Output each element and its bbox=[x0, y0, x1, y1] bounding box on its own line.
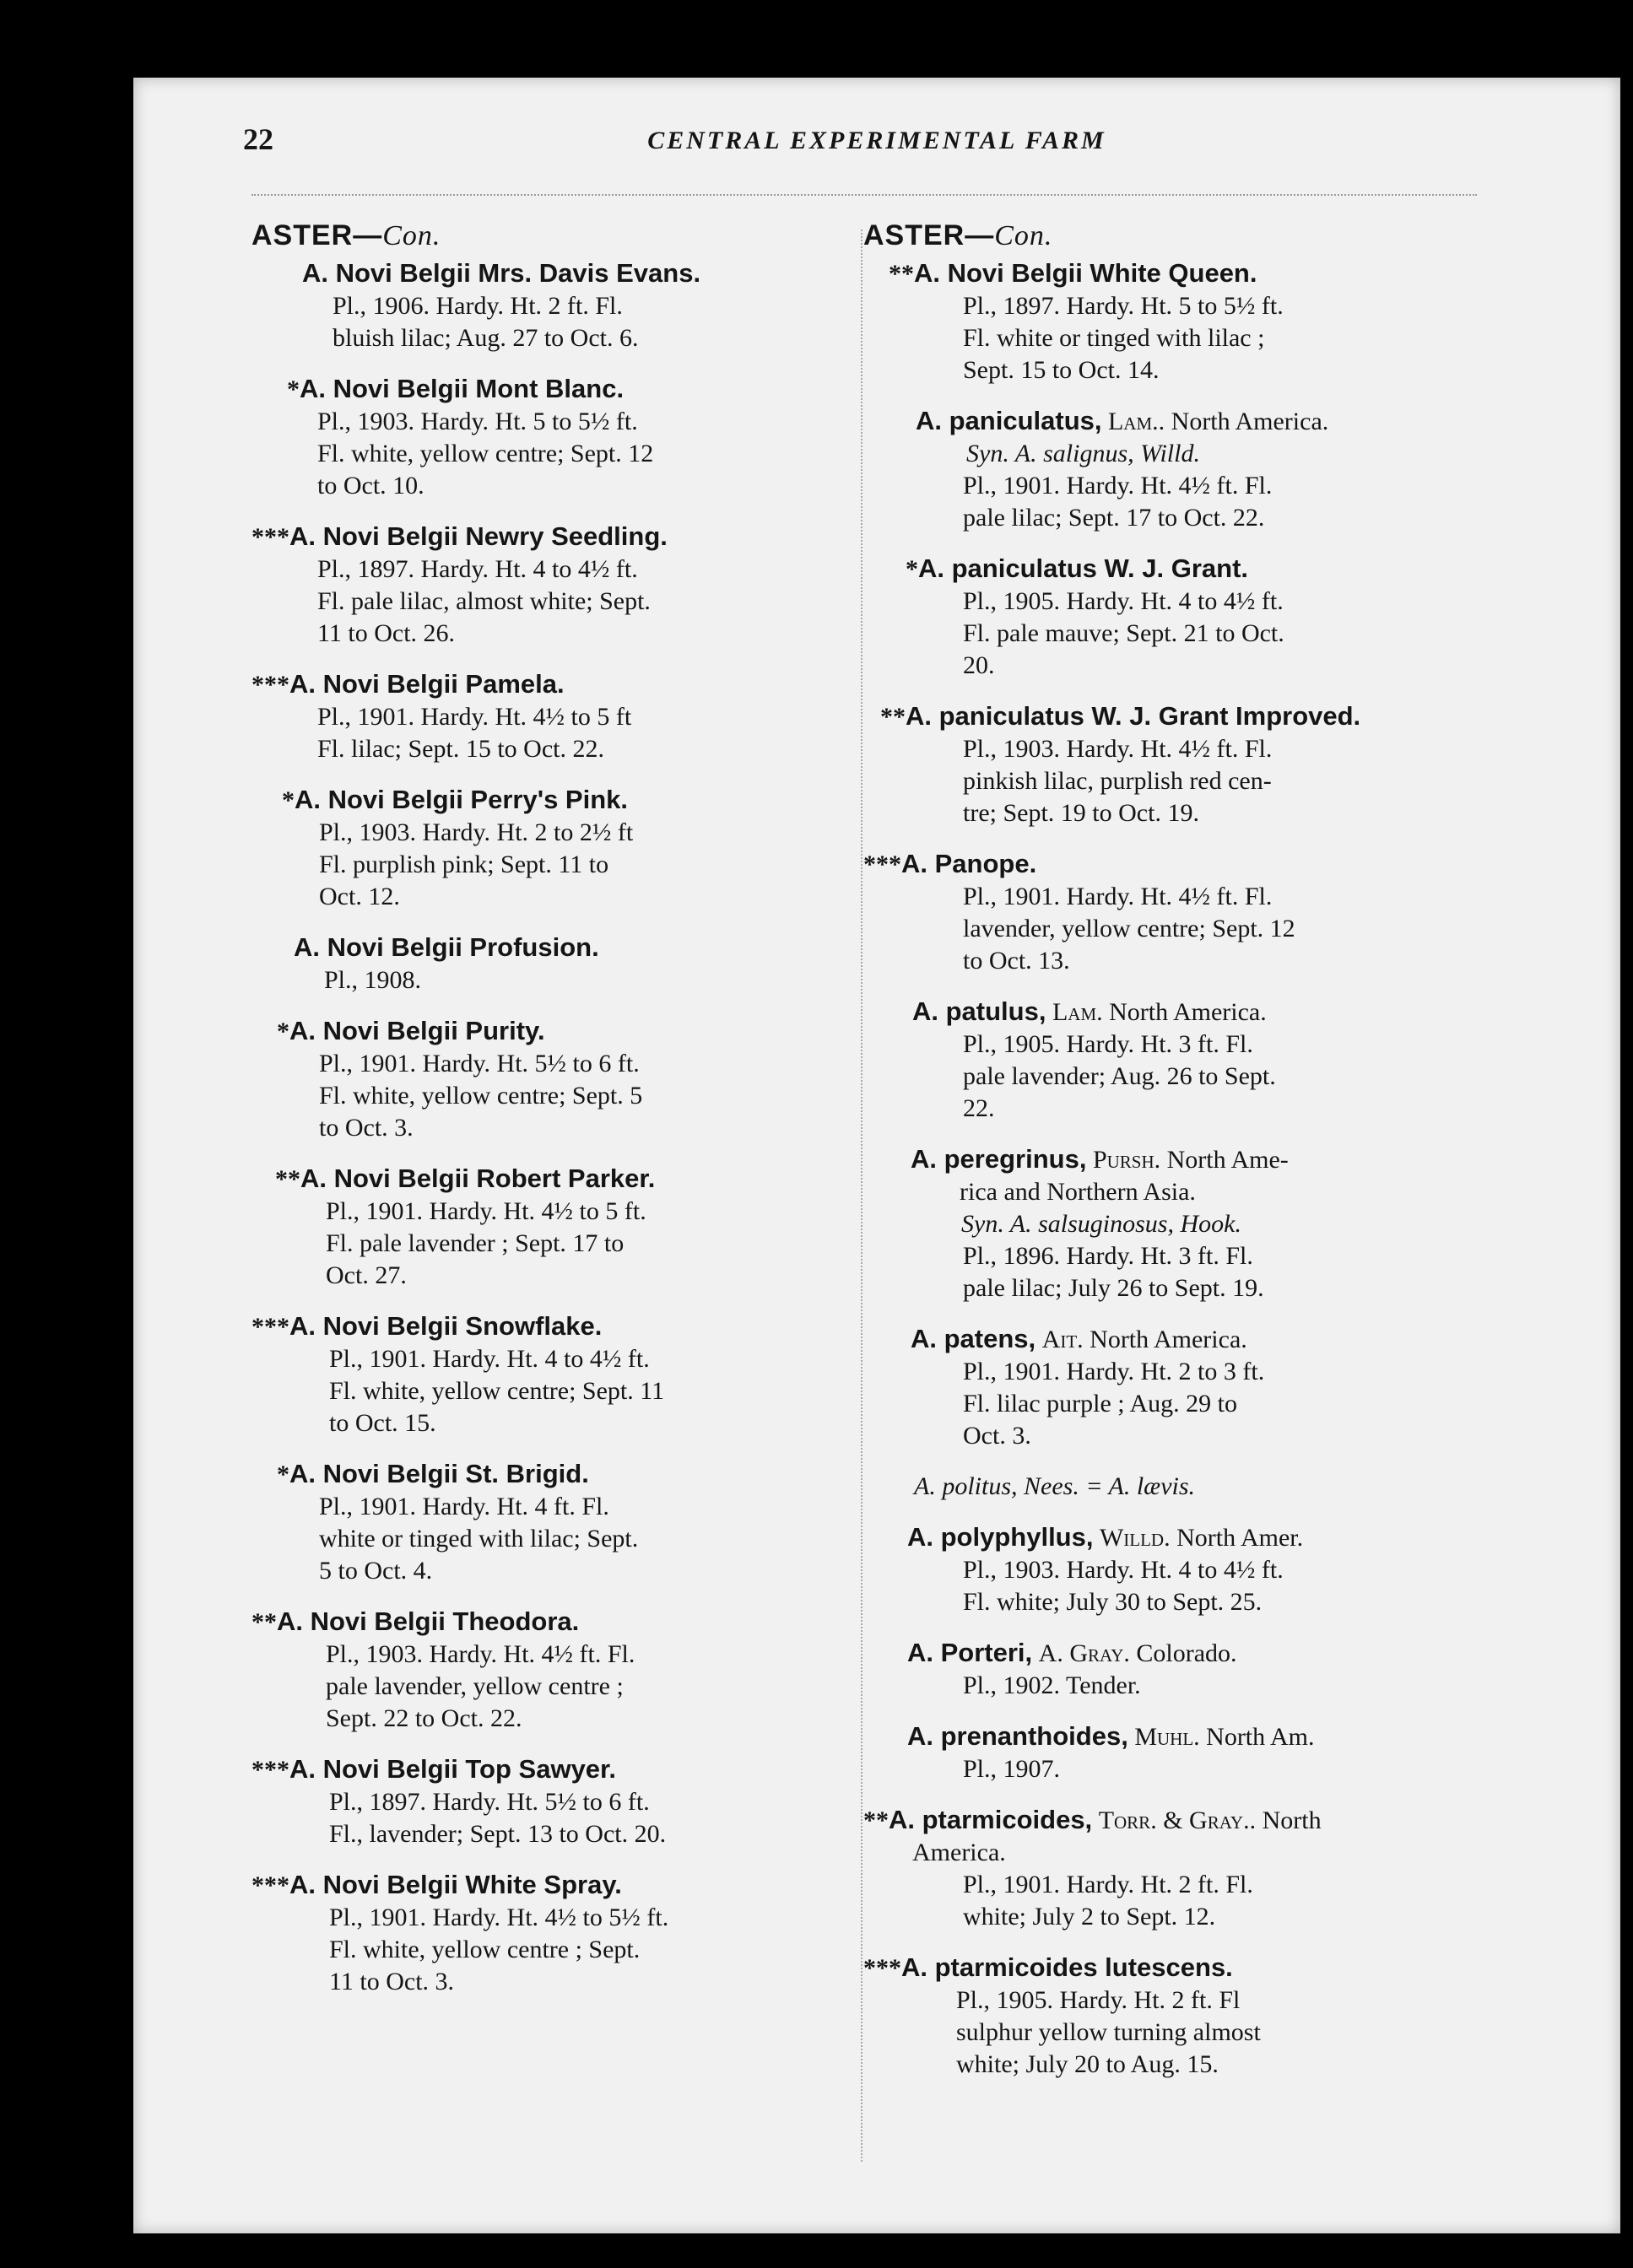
species-description: Pl., 1906. Hardy. Ht. 2 ft. Fl. bluish lilac; Aug. 27 to Oct. 6. bbox=[333, 292, 639, 352]
species-region-first-line: North Ame- bbox=[1160, 1146, 1289, 1174]
species-name: A. Novi Belgii Newry Seedling. bbox=[289, 521, 668, 551]
species-entry bbox=[863, 553, 1606, 682]
species-entry bbox=[251, 784, 842, 913]
species-description: Pl., 1897. Hardy. Ht. 5½ to 6 ft. Fl., lavender; Sept. 13 to Oct. 20. bbox=[329, 1788, 667, 1848]
species-entry bbox=[251, 373, 842, 502]
species-description: Pl., 1903. Hardy. Ht. 5 to 5½ ft. Fl. white, yellow centre; Sept. 12 to Oct. 10. bbox=[317, 408, 654, 500]
species-name-line bbox=[889, 257, 1606, 290]
species-description: Pl., 1908. bbox=[324, 966, 422, 994]
species-name: A. patulus, bbox=[912, 996, 1046, 1026]
species-description: Pl., 1903. Hardy. Ht. 4 to 4½ ft. Fl. white; July 30 to Sept. 25. bbox=[963, 1556, 1284, 1616]
species-region-first-line: North America. bbox=[1102, 998, 1267, 1026]
rating-stars: ** bbox=[863, 1806, 889, 1834]
species-description: Pl., 1901. Hardy. Ht. 2 ft. Fl. white; July 2 to Sept. 12. bbox=[963, 1871, 1253, 1930]
species-name-line bbox=[251, 1869, 842, 1902]
species-description: Pl., 1901. Hardy. Ht. 4½ to 5 ft. Fl. pale lavender ; Sept. 17 to Oct. 27. bbox=[326, 1197, 646, 1289]
rating-stars: *** bbox=[251, 671, 289, 699]
species-region: rica and Northern Asia. bbox=[960, 1178, 1196, 1206]
species-description: Pl., 1896. Hardy. Ht. 3 ft. Fl. pale lilac; July 26 to Sept. 19. bbox=[963, 1242, 1264, 1302]
species-description: Pl., 1907. bbox=[963, 1755, 1061, 1783]
species-entry bbox=[251, 1310, 842, 1439]
species-description: Pl., 1901. Hardy. Ht. 4½ to 5 ft Fl. lilac; Sept. 15 to Oct. 22. bbox=[317, 703, 632, 763]
left-column bbox=[251, 219, 842, 2017]
species-name: A. paniculatus W. J. Grant. bbox=[918, 554, 1249, 583]
rating-stars: ** bbox=[880, 703, 906, 731]
species-name: A. Novi Belgii White Spray. bbox=[289, 1870, 622, 1899]
species-name-line bbox=[907, 1521, 1606, 1554]
species-name-line bbox=[302, 257, 842, 290]
rating-stars: *** bbox=[251, 523, 289, 551]
column-divider bbox=[861, 230, 862, 2162]
species-name-line bbox=[907, 1720, 1606, 1753]
species-name: A. Novi Belgii Mrs. Davis Evans. bbox=[302, 258, 701, 288]
species-name-line bbox=[911, 1323, 1606, 1356]
species-description: Pl., 1901. Hardy. Ht. 4½ ft. Fl. lavender, yellow centre; Sept. 12 to Oct. 13. bbox=[963, 883, 1295, 975]
species-name: A. Novi Belgii Pamela. bbox=[289, 669, 565, 699]
rating-stars: ** bbox=[251, 1608, 277, 1636]
species-entry bbox=[863, 1323, 1606, 1452]
species-name-line bbox=[907, 1637, 1606, 1670]
species-region-first-line: North America. bbox=[1165, 408, 1329, 435]
species-name-line bbox=[277, 1015, 842, 1048]
header-rule bbox=[251, 194, 1477, 196]
species-name: A. Novi Belgii Perry's Pink. bbox=[295, 785, 629, 814]
species-description: Pl., 1901. Hardy. Ht. 5½ to 6 ft. Fl. white, yellow centre; Sept. 5 to Oct. 3. bbox=[319, 1050, 643, 1142]
species-name-line bbox=[282, 784, 842, 817]
species-entry bbox=[251, 1163, 842, 1292]
species-entry bbox=[251, 257, 842, 354]
species-name: A. Novi Belgii Snowflake. bbox=[289, 1311, 603, 1341]
species-name: A. peregrinus, bbox=[911, 1144, 1087, 1174]
species-name: A. ptarmicoides, bbox=[889, 1805, 1093, 1834]
species-entry bbox=[863, 1471, 1606, 1503]
species-author: A. Gray. bbox=[1038, 1639, 1130, 1667]
species-name-line bbox=[294, 932, 842, 964]
species-entry bbox=[863, 1720, 1606, 1785]
species-author: Ait. bbox=[1041, 1326, 1084, 1353]
section-heading: ASTER—Con. bbox=[251, 219, 441, 251]
species-name-line bbox=[251, 521, 842, 554]
species-description: Pl., 1901. Hardy. Ht. 4½ to 5½ ft. Fl. white, yellow centre ; Sept. 11 to Oct. 3. bbox=[329, 1904, 669, 1995]
rating-stars: *** bbox=[251, 1313, 289, 1341]
species-description: Pl., 1905. Hardy. Ht. 3 ft. Fl. pale lavender; Aug. 26 to Sept. 22. bbox=[963, 1030, 1276, 1122]
species-name: A. prenanthoides, bbox=[907, 1721, 1128, 1751]
rating-stars: *** bbox=[863, 1954, 901, 1982]
species-name: A. Novi Belgii St. Brigid. bbox=[289, 1459, 589, 1488]
species-description: Pl., 1901. Hardy. Ht. 4 to 4½ ft. Fl. white, yellow centre; Sept. 11 to Oct. 15. bbox=[329, 1345, 665, 1437]
species-synonym: Syn. A. salignus, Willd. bbox=[966, 440, 1200, 467]
species-name-line bbox=[912, 996, 1606, 1029]
species-entry bbox=[863, 405, 1606, 534]
species-entry bbox=[251, 1869, 842, 1998]
rating-stars: ** bbox=[275, 1165, 300, 1193]
species-author: Lam. bbox=[1052, 998, 1103, 1026]
species-description: Pl., 1903. Hardy. Ht. 4½ ft. Fl. pale lavender, yellow centre ; Sept. 22 to Oct. 22. bbox=[326, 1640, 635, 1732]
species-author: Muhl. bbox=[1134, 1723, 1200, 1751]
species-region-first-line: North Am. bbox=[1199, 1723, 1315, 1751]
species-author: Pursh. bbox=[1092, 1146, 1161, 1174]
species-description: Pl., 1903. Hardy. Ht. 2 to 2½ ft Fl. purplish pink; Sept. 11 to Oct. 12. bbox=[319, 818, 634, 910]
species-name: A. Novi Belgii Mont Blanc. bbox=[300, 374, 625, 403]
species-name-line bbox=[916, 405, 1606, 438]
species-entry bbox=[251, 1753, 842, 1850]
species-entry bbox=[863, 1521, 1606, 1618]
species-name: A. polyphyllus, bbox=[907, 1522, 1094, 1552]
species-entry bbox=[863, 848, 1606, 977]
species-description: Pl., 1905. Hardy. Ht. 2 ft. Fl sulphur yellow turning almost white; July 20 to Aug. 15. bbox=[956, 1986, 1261, 2078]
rating-stars: *** bbox=[251, 1871, 289, 1899]
species-author: Lam.. bbox=[1107, 408, 1165, 435]
species-description: Pl., 1903. Hardy. Ht. 4½ ft. Fl. pinkish lilac, purplish red cen- tre; Sept. 19 to Oct. 19. bbox=[963, 735, 1273, 827]
species-name: A. paniculatus, bbox=[916, 406, 1102, 435]
species-entry bbox=[251, 668, 842, 765]
species-entry bbox=[863, 1804, 1606, 1933]
species-entry bbox=[863, 257, 1606, 386]
species-description: Pl., 1901. Hardy. Ht. 4½ ft. Fl. pale lilac; Sept. 17 to Oct. 22. bbox=[963, 472, 1273, 532]
rating-stars: *** bbox=[251, 1756, 289, 1784]
species-name: A. Novi Belgii White Queen. bbox=[914, 258, 1257, 288]
species-name: A. patens, bbox=[911, 1324, 1036, 1353]
species-entry bbox=[251, 521, 842, 650]
page-number: 22 bbox=[243, 122, 273, 156]
rating-stars: *** bbox=[863, 850, 901, 878]
species-description: Pl., 1901. Hardy. Ht. 2 to 3 ft. Fl. lilac purple ; Aug. 29 to Oct. 3. bbox=[963, 1358, 1265, 1450]
species-name: A. Panope. bbox=[901, 849, 1037, 878]
species-name-line bbox=[251, 1606, 842, 1639]
rating-stars: * bbox=[277, 1461, 289, 1488]
species-name-line bbox=[863, 1952, 1606, 1984]
species-author: Torr. & Gray.. bbox=[1098, 1806, 1257, 1834]
rating-stars: * bbox=[282, 786, 295, 814]
right-column bbox=[863, 219, 1606, 2099]
species-name: A. Porteri, bbox=[907, 1638, 1033, 1667]
species-entry bbox=[863, 700, 1606, 829]
species-entry bbox=[863, 996, 1606, 1125]
species-name: A. Novi Belgii Profusion. bbox=[294, 932, 599, 962]
species-region-first-line: North America. bbox=[1083, 1326, 1247, 1353]
species-region-first-line: North bbox=[1256, 1806, 1322, 1834]
species-entry bbox=[251, 932, 842, 996]
species-description: Pl., 1897. Hardy. Ht. 5 to 5½ ft. Fl. white or tinged with lilac ; Sept. 15 to Oct. 14. bbox=[963, 292, 1284, 384]
species-entry bbox=[251, 1606, 842, 1735]
species-description: Pl., 1897. Hardy. Ht. 4 to 4½ ft. Fl. pale lilac, almost white; Sept. 11 to Oct. 26. bbox=[317, 555, 651, 647]
species-entry bbox=[863, 1143, 1606, 1304]
species-name: A. paniculatus W. J. Grant Improved. bbox=[906, 701, 1361, 731]
species-region-first-line: Colorado. bbox=[1129, 1639, 1237, 1667]
species-entry bbox=[863, 1952, 1606, 2081]
species-name-line bbox=[863, 1804, 1606, 1837]
species-name-line bbox=[251, 1753, 842, 1786]
species-name-line bbox=[911, 1143, 1606, 1176]
species-region-first-line: North Amer. bbox=[1170, 1524, 1304, 1552]
species-synonym: Syn. A. salsuginosus, Hook. bbox=[961, 1210, 1241, 1238]
rating-stars: * bbox=[287, 375, 300, 403]
synonym-reference: A. politus, Nees. = A. lævis. bbox=[914, 1472, 1196, 1500]
species-description: Pl., 1905. Hardy. Ht. 4 to 4½ ft. Fl. pale mauve; Sept. 21 to Oct. 20. bbox=[963, 587, 1284, 679]
section-heading: ASTER—Con. bbox=[863, 219, 1053, 251]
species-region: America. bbox=[912, 1839, 1006, 1866]
species-entry bbox=[863, 1637, 1606, 1702]
species-entry bbox=[251, 1015, 842, 1144]
species-name-line bbox=[906, 553, 1606, 586]
species-name-line bbox=[863, 848, 1606, 881]
rating-stars: * bbox=[906, 555, 918, 583]
species-name: A. Novi Belgii Theodora. bbox=[277, 1606, 580, 1636]
rating-stars: * bbox=[277, 1018, 289, 1045]
document-page bbox=[133, 78, 1620, 2233]
species-description: Pl., 1901. Hardy. Ht. 4 ft. Fl. white or tinged with lilac; Sept. 5 to Oct. 4. bbox=[319, 1493, 639, 1585]
species-name: A. Novi Belgii Purity. bbox=[289, 1016, 545, 1045]
species-name: A. Novi Belgii Robert Parker. bbox=[300, 1164, 656, 1193]
running-head: CENTRAL EXPERIMENTAL FARM bbox=[647, 127, 1106, 154]
species-author: Willd. bbox=[1099, 1524, 1171, 1552]
species-name: A. Novi Belgii Top Sawyer. bbox=[289, 1754, 617, 1784]
species-name-line bbox=[275, 1163, 842, 1196]
species-name-line bbox=[287, 373, 842, 406]
species-name-line bbox=[251, 668, 842, 701]
species-name-line bbox=[880, 700, 1606, 733]
rating-stars: ** bbox=[889, 260, 914, 288]
species-name-line bbox=[277, 1458, 842, 1491]
species-description: Pl., 1902. Tender. bbox=[963, 1671, 1141, 1699]
species-name: A. ptarmicoides lutescens. bbox=[901, 1952, 1233, 1982]
species-name-line bbox=[251, 1310, 842, 1343]
species-entry bbox=[251, 1458, 842, 1587]
